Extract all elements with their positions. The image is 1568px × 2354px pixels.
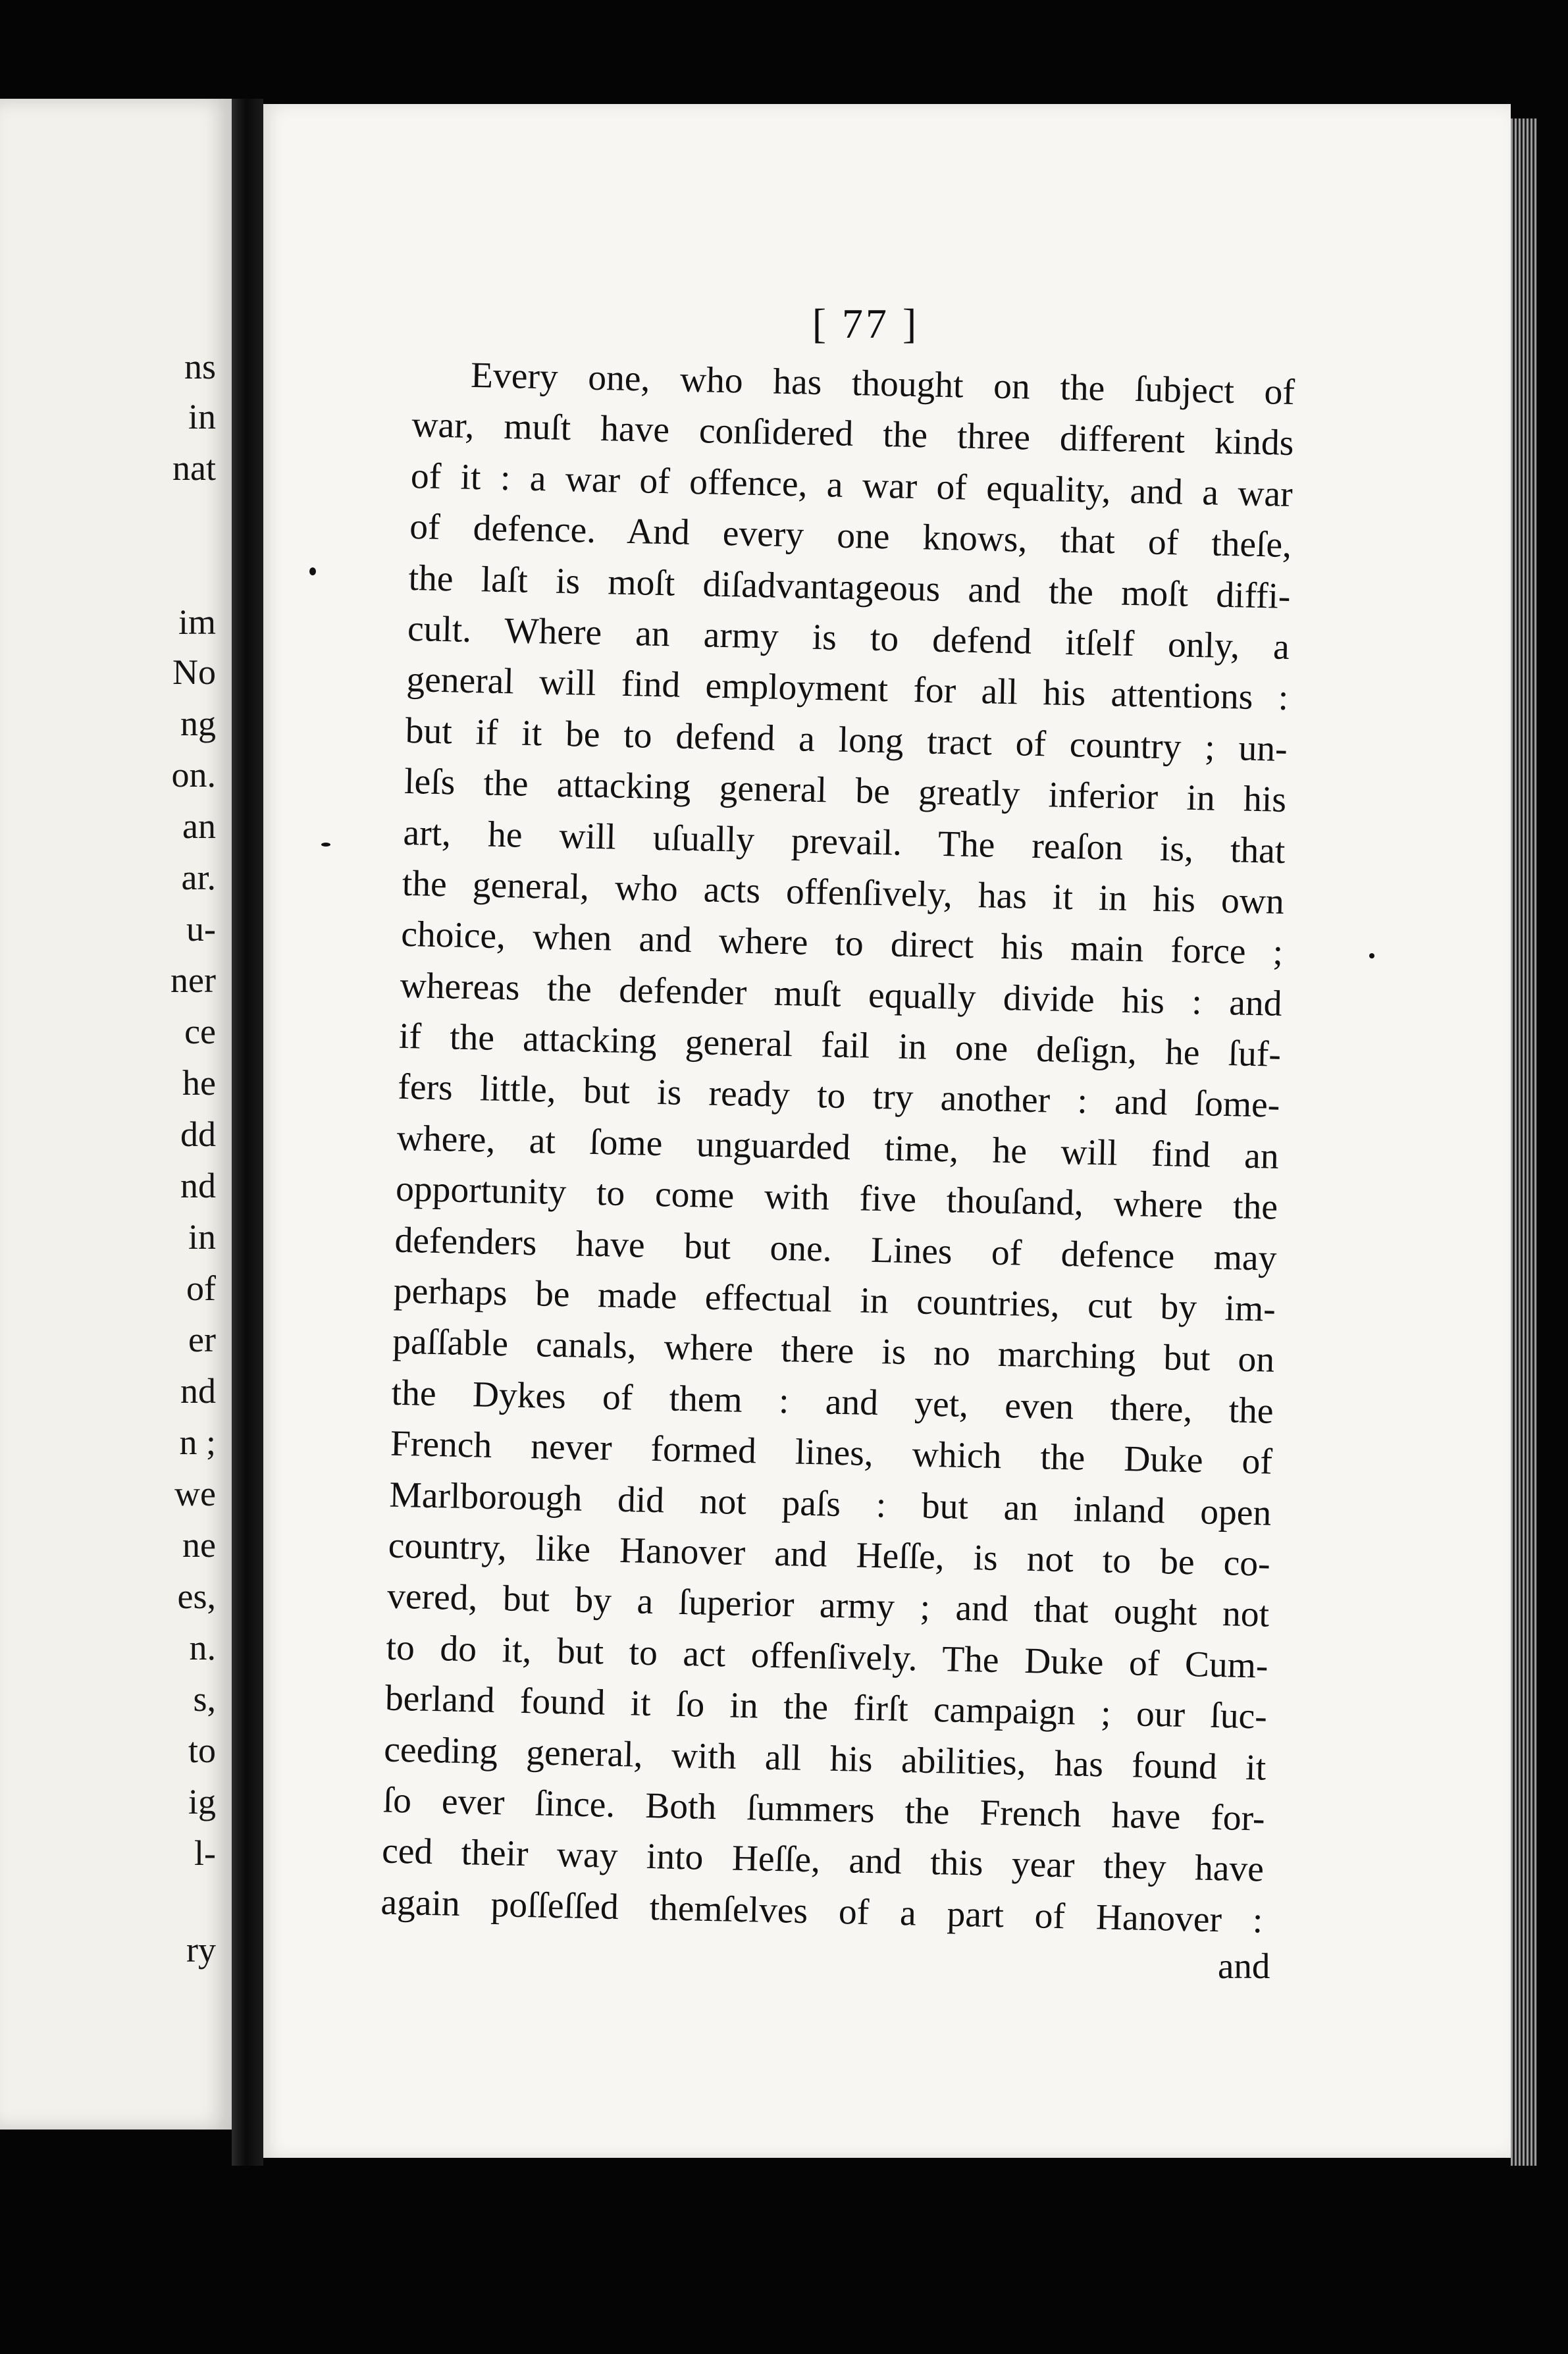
- text-line: ſo ever ſince. Both ſummers the French have for-: [382, 1780, 1266, 1839]
- text-line: cult. Where an army is to defend itſelf only, a: [407, 608, 1290, 667]
- text-line: French never formed lines, which the Duke of: [390, 1423, 1273, 1482]
- text-line: whereas the defender muſt equally divide his : and: [400, 965, 1283, 1024]
- text-line: Marlborough did not paſs : but an inland open: [388, 1475, 1272, 1534]
- text-line: the Dykes of them : and yet, even there, the: [391, 1373, 1274, 1432]
- facing-page-fragment-text: of: [186, 1269, 216, 1308]
- page-body-text: [380, 349, 1295, 1947]
- facing-page-fragment: [0, 99, 232, 2130]
- facing-page-fragment-text: dd: [180, 1114, 216, 1154]
- text-line: perhaps be made effectual in countries, cut by im-: [393, 1270, 1276, 1330]
- text-line: but if it be to defend a long tract of country ; un-: [405, 710, 1288, 770]
- facing-page-fragment-text: s,: [193, 1679, 216, 1719]
- text-line: of defence. And every one knows, that of theſe,: [409, 507, 1292, 566]
- text-line: ceeding general, with all his abilities, has found it: [383, 1729, 1267, 1789]
- facing-page-fragment-text: to: [188, 1731, 216, 1770]
- facing-page-fragment-text: ng: [180, 704, 216, 743]
- text-line: berland found it ſo in the firſt campaign ; our ſuc-: [384, 1678, 1268, 1737]
- ink-speck: [309, 567, 316, 575]
- facing-page-fragment-text: l-: [194, 1833, 216, 1873]
- facing-page-fragment-text: on.: [171, 755, 216, 795]
- facing-page-fragment-text: ne: [182, 1525, 216, 1565]
- facing-page-fragment-text: in: [188, 1217, 216, 1257]
- ink-speck: [1369, 953, 1374, 958]
- page-number: [ 77 ]: [812, 300, 920, 347]
- text-line: country, like Hanover and Heſſe, is not to be co-: [388, 1525, 1271, 1584]
- facing-page-fragment-text: nd: [180, 1166, 216, 1205]
- text-line: Every one, who has thought on the ſubject of: [470, 355, 1295, 413]
- text-line: the laſt is moſt diſadvantageous and the moſt diffi-: [408, 558, 1292, 617]
- text-line: general will find employment for all his attentions :: [405, 660, 1289, 719]
- page-edges: [1511, 118, 1537, 2166]
- text-line: leſs the attacking general be greatly inferior in his: [404, 761, 1287, 821]
- text-line: vered, but by a ſuperior army ; and that ought not: [386, 1576, 1270, 1636]
- facing-page-fragment-text: we: [174, 1474, 216, 1513]
- text-line: again poſſeſſed themſelves of a part of Hanover :: [380, 1882, 1263, 1941]
- book-gutter: [232, 99, 263, 2166]
- text-line: choice, when and where to direct his main force ;: [400, 914, 1284, 974]
- facing-page-fragment-text: ce: [184, 1012, 216, 1051]
- facing-page-fragment-text: im: [178, 602, 216, 642]
- text-line: of it : a war of offence, a war of equality, and a war: [410, 456, 1294, 515]
- facing-page-fragment-text: er: [188, 1320, 216, 1359]
- text-line: war, muſt have conſidered the three different kinds: [411, 405, 1294, 464]
- ink-speck: [321, 843, 330, 847]
- text-line: ced their way into Heſſe, and this year they have: [381, 1831, 1265, 1890]
- facing-page-fragment-text: he: [182, 1063, 216, 1103]
- facing-page-fragment-text: No: [172, 652, 216, 692]
- facing-page-fragment-text: ry: [186, 1930, 216, 1970]
- facing-page-fragment-text: an: [182, 806, 216, 846]
- text-line: paſſable canals, where there is no marching but on: [392, 1322, 1275, 1381]
- text-line: the general, who acts offenſively, has it in his own: [402, 863, 1285, 922]
- text-line: art, he will uſually prevail. The reaſon is, that: [402, 812, 1286, 872]
- text-line: opportunity to come with five thouſand, where the: [395, 1168, 1278, 1228]
- facing-page-fragment-text: ig: [188, 1782, 216, 1821]
- text-line: where, at ſome unguarded time, he will find an: [396, 1118, 1280, 1177]
- text-line: to do it, but to act offenſively. The Duke of Cum-: [386, 1627, 1269, 1687]
- text-line: if the attacking general fail in one deſign, he ſuf-: [398, 1016, 1282, 1075]
- facing-page-fragment-text: n.: [189, 1628, 216, 1667]
- facing-page-fragment-text: es,: [177, 1577, 216, 1616]
- facing-page-fragment-text: u-: [186, 909, 216, 949]
- facing-page-fragment-text: ns: [184, 347, 216, 386]
- facing-page-fragment-text: in: [188, 397, 216, 436]
- catchword: and: [1218, 1946, 1270, 1986]
- facing-page-fragment-text: n ;: [179, 1423, 216, 1462]
- facing-page-fragment-text: nd: [180, 1371, 216, 1411]
- facing-page-fragment-text: ner: [170, 960, 216, 1000]
- text-line: defenders have but one. Lines of defence may: [394, 1220, 1277, 1279]
- facing-page-fragment-text: ar.: [181, 858, 216, 897]
- text-line: fers little, but is ready to try another : and ſome-: [397, 1067, 1280, 1126]
- facing-page-fragment-text: nat: [172, 448, 216, 488]
